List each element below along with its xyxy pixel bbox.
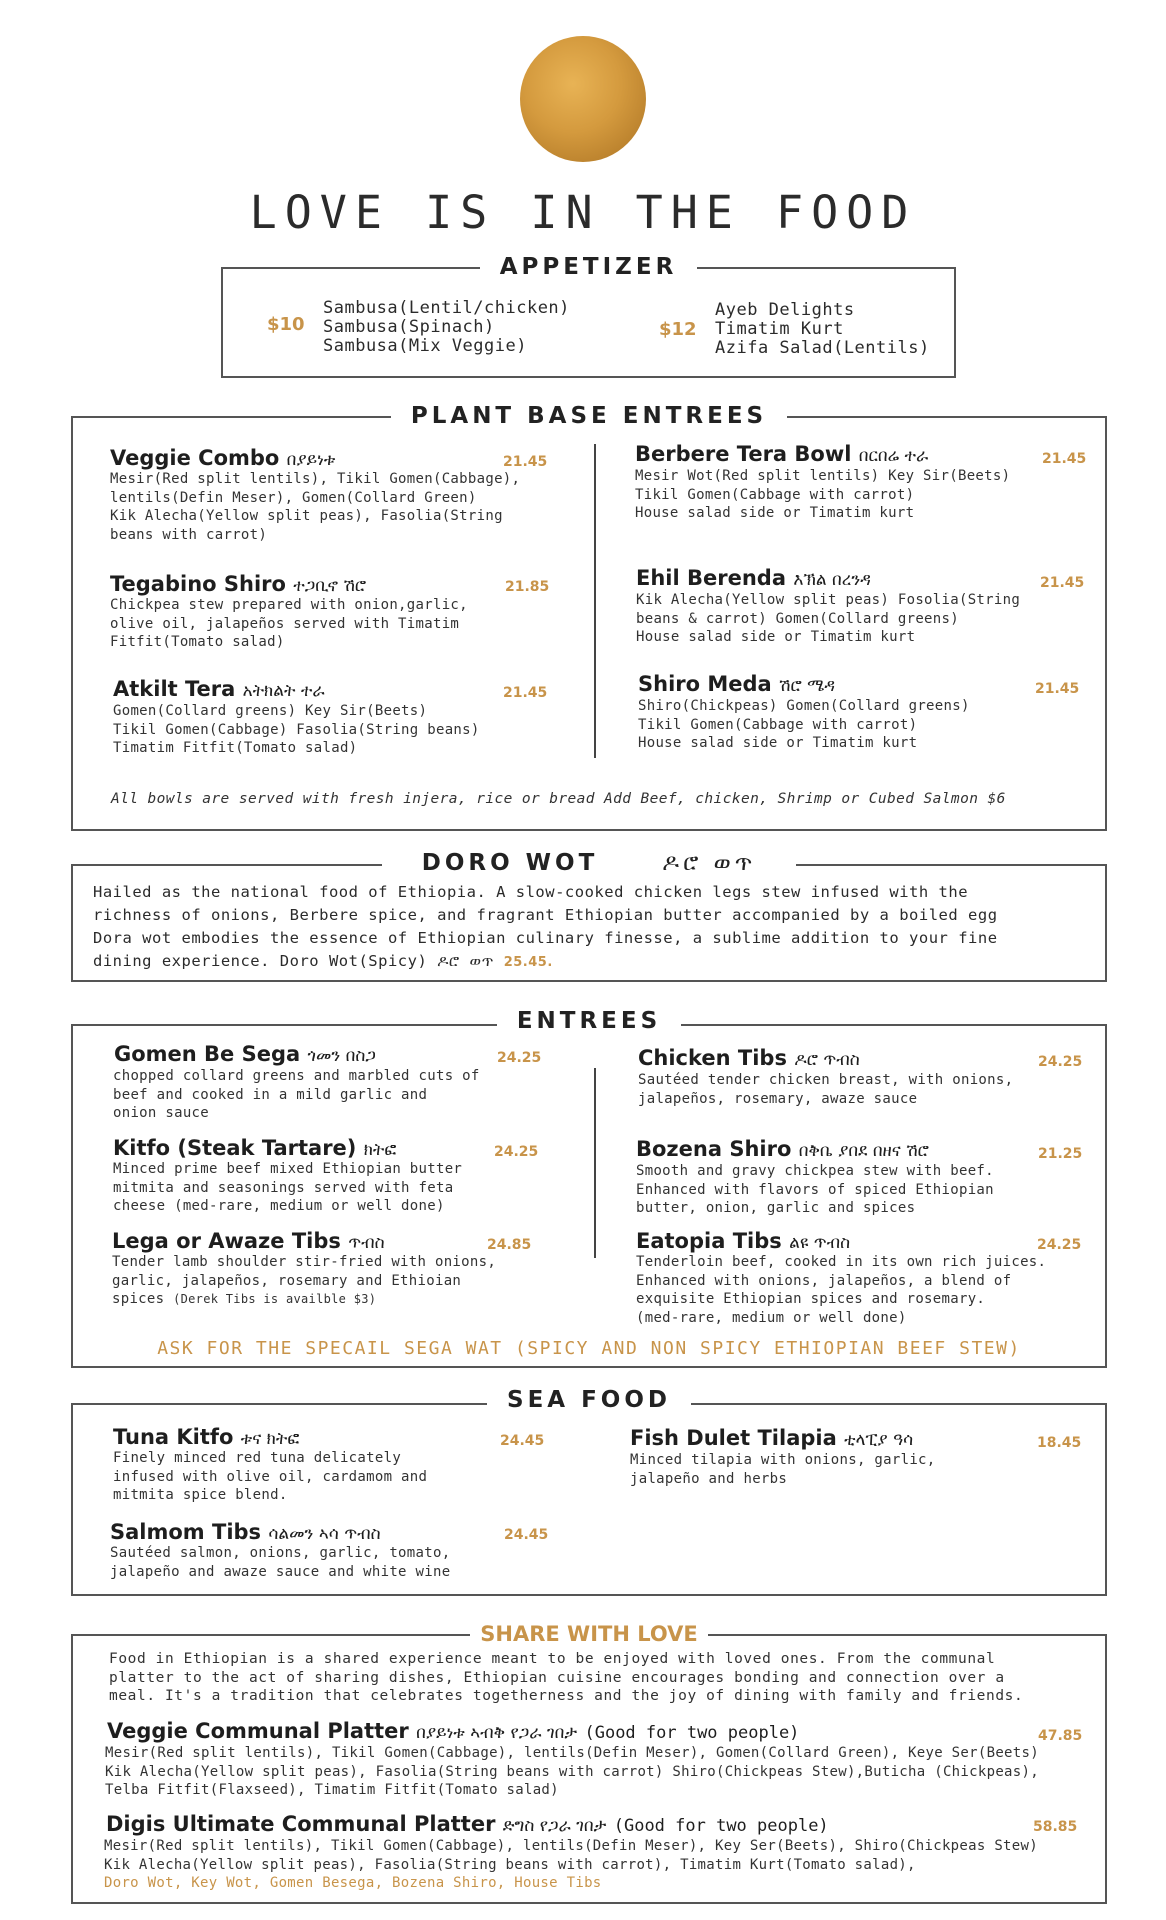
menu-item-name: Salmom Tibs ሳልመን ኣሳ ጥብስ	[110, 1520, 381, 1544]
price: $10	[267, 314, 305, 335]
menu-item-desc: Tenderloin beef, cooked in its own rich juices. Enhanced with onions, jalapeños, a blend of exquisite Ethiopian spices and rosemary. (med-rare, medium or well done)	[636, 1254, 1047, 1326]
list-item: Sambusa(Mix Veggie)	[323, 336, 527, 356]
platter-name: Veggie Communal Platter በያይነቱ ኣብቅ የጋራ ገበታ (Good for two people)	[107, 1719, 800, 1743]
price: 58.85	[1033, 1819, 1078, 1835]
price: 24.25	[497, 1050, 542, 1066]
share-intro: Food in Ethiopian is a shared experience meant to be enjoyed with loved ones. From the communal platter to the act of sharing dishes, Ethiopian cuisine encourages bonding and connection over a meal. It's a tradition that celebrates togetherness and the joy of dining with family and friends.	[109, 1651, 1024, 1704]
column-divider	[594, 1068, 596, 1258]
price: 24.25	[1038, 1054, 1083, 1070]
platter-name: Digis Ultimate Communal Platter ድግስ የጋራ ገበታ (Good for two people)	[106, 1812, 829, 1836]
price: 21.25	[1038, 1146, 1083, 1162]
appetizer-list	[323, 299, 570, 356]
price: 21.45	[503, 454, 548, 470]
menu-item-desc: Shiro(Chickpeas) Gomen(Collard greens) Tikil Gomen(Cabbage with carrot) House salad side or Timatim kurt	[638, 698, 970, 751]
price: 21.45	[503, 685, 548, 701]
share-section	[71, 1622, 1107, 1904]
price: 24.25	[494, 1144, 539, 1160]
list-item: Ayeb Delights	[715, 300, 855, 320]
appetizer-section	[221, 254, 956, 378]
menu-item-name: Ehil Berenda እኽል በረንዳ	[636, 566, 871, 590]
menu-item-name: Gomen Be Sega ጎመን በስጋ	[114, 1042, 376, 1066]
gold-sun-logo	[520, 36, 646, 162]
menu-item-desc: Chickpea stew prepared with onion,garlic, olive oil, jalapeños served with Timatim Fitfit(Tomato salad)	[110, 597, 468, 650]
section-title: PLANT BASE ENTREES	[73, 403, 1105, 429]
menu-item-desc: Kik Alecha(Yellow split peas) Fosolia(String beans & carrot) Gomen(Collard greens) House salad side or Timatim kurt	[636, 592, 1021, 645]
price: 47.85	[1038, 1728, 1083, 1744]
menu-item-name: Tuna Kitfo ቱና ክትፎ	[113, 1425, 300, 1449]
menu-item-name: Lega or Awaze Tibs ጥብስ	[112, 1229, 385, 1253]
platter-desc: Mesir(Red split lentils), Tikil Gomen(Cabbage), lentils(Defin Meser), Key Ser(Beets), Shiro(Chickpeas Stew) Kik Alecha(Yellow split peas), Fasolia(String beans with carrot), Timatim Kurt(Tomato salad), Doro Wot, Key Wot, Gomen Besega, Bozena Shiro, House Tibs	[104, 1838, 1038, 1891]
page-title: LOVE IS IN THE FOOD	[249, 186, 917, 239]
menu-item-desc: Sautéed tender chicken breast, with onions, jalapeños, rosemary, awaze sauce	[638, 1072, 1014, 1107]
menu-item-name: Berbere Tera Bowl በርበሬ ተራ	[635, 442, 929, 466]
column-divider	[594, 444, 596, 758]
menu-item-desc: Finely minced red tuna delicately infused with olive oil, cardamom and mitmita spice blend.	[113, 1450, 428, 1503]
price: 24.45	[504, 1527, 549, 1543]
menu-item-desc: Tender lamb shoulder stir-fried with onions, garlic, jalapeños, rosemary and Ethioian spices (Derek Tibs is availble $3)	[112, 1254, 497, 1307]
seafood-section	[71, 1387, 1107, 1596]
doro-wot-section	[71, 850, 1107, 982]
list-item: Timatim Kurt	[715, 319, 844, 339]
menu-item-name: Fish Dulet Tilapia ቲላፒያ ዓሳ	[630, 1426, 914, 1450]
price: 21.85	[505, 579, 550, 595]
section-title: SEA FOOD	[73, 1387, 1105, 1413]
price: $12	[659, 319, 697, 340]
bowls-note: All bowls are served with fresh injera, rice or bread Add Beef, chicken, Shrimp or Cubed Salmon $6	[111, 791, 1006, 807]
menu-item-name: Kitfo (Steak Tartare) ክትፎ	[113, 1136, 397, 1160]
menu-item-desc: Minced tilapia with onions, garlic, jalapeño and herbs	[630, 1452, 936, 1487]
price: 24.85	[487, 1237, 532, 1253]
appetizer-list	[715, 301, 930, 358]
menu-item-name: Chicken Tibs ዶሮ ጥብስ	[638, 1046, 860, 1070]
platter-desc: Mesir(Red split lentils), Tikil Gomen(Cabbage), lentils(Defin Meser), Gomen(Collard Green), Keye Ser(Beets) Kik Alecha(Yellow split peas), Fasolia(String beans with carrot) Shiro(Chickpeas Stew),Buticha (Chickpeas), Telba Fitfit(Flaxseed), Timatim Fitfit(Tomato salad)	[105, 1745, 1039, 1798]
price: 21.45	[1035, 681, 1080, 697]
menu-item-desc: chopped collard greens and marbled cuts of beef and cooked in a mild garlic and onion sauce	[113, 1068, 480, 1121]
price: 18.45	[1037, 1435, 1082, 1451]
menu-item-name: Atkilt Tera አትክልት ተራ	[113, 677, 325, 701]
menu-item-desc: Mesir Wot(Red split lentils) Key Sir(Beets) Tikil Gomen(Cabbage with carrot) House salad side or Timatim kurt	[635, 468, 1011, 521]
menu-item-desc: Gomen(Collard greens) Key Sir(Beets) Tikil Gomen(Cabbage) Fasolia(String beans) Timatim Fitfit(Tomato salad)	[113, 703, 480, 756]
price: 24.45	[500, 1433, 545, 1449]
list-item: Sambusa(Lentil/chicken)	[323, 298, 570, 318]
price: 21.45	[1040, 575, 1085, 591]
price: 24.25	[1037, 1237, 1082, 1253]
menu-item-name: Eatopia Tibs ልዩ ጥብስ	[636, 1229, 851, 1253]
menu-item-desc: Sautéed salmon, onions, garlic, tomato, jalapeño and awaze sauce and white wine	[110, 1545, 451, 1580]
menu-item-name: Shiro Meda ሽሮ ሜዳ	[638, 672, 836, 696]
price: 21.45	[1042, 451, 1087, 467]
menu-item-name: Tegabino Shiro ተጋቢኖ ሽሮ	[110, 572, 367, 596]
section-title: DORO WOT ዶሮ ወጥ	[73, 850, 1105, 876]
menu-item-desc: Mesir(Red split lentils), Tikil Gomen(Cabbage), lentils(Defin Meser), Gomen(Collard Green) Kik Alecha(Yellow split peas), Fasolia(String beans with carrot)	[110, 471, 521, 543]
doro-description: Hailed as the national food of Ethiopia. A slow-cooked chicken legs stew infused with the richness of onions, Berbere spice, and fragrant Ethiopian butter accompanied by a boiled egg Dora wot embodies the essence of Ethiopian culinary finesse, a sublime addition to your fine dining experience. Doro Wot(Spicy) ዶሮ ወጥ 25.45.	[93, 883, 998, 970]
list-item: Azifa Salad(Lentils)	[715, 338, 930, 358]
plant-base-section	[71, 403, 1107, 831]
menu-item-name: Bozena Shiro በቅቤ ያበደ በዘና ሽሮ	[636, 1137, 929, 1161]
list-item: Sambusa(Spinach)	[323, 317, 495, 337]
section-title: SHARE WITH LOVE	[73, 1622, 1105, 1646]
menu-item-desc: Smooth and gravy chickpea stew with beef. Enhanced with flavors of spiced Ethiopian butter, onion, garlic and spices	[636, 1163, 994, 1216]
section-title: ENTREES	[73, 1008, 1105, 1034]
menu-item-desc: Minced prime beef mixed Ethiopian butter mitmita and seasonings served with feta cheese (med-rare, medium or well done)	[113, 1161, 463, 1214]
entrees-section	[71, 1008, 1107, 1368]
special-banner: ASK FOR THE SPECAIL SEGA WAT (SPICY AND NON SPICY ETHIOPIAN BEEF STEW)	[157, 1338, 1021, 1359]
menu-item-name: Veggie Combo በያይነቱ	[110, 446, 336, 470]
section-title: APPETIZER	[223, 254, 954, 280]
